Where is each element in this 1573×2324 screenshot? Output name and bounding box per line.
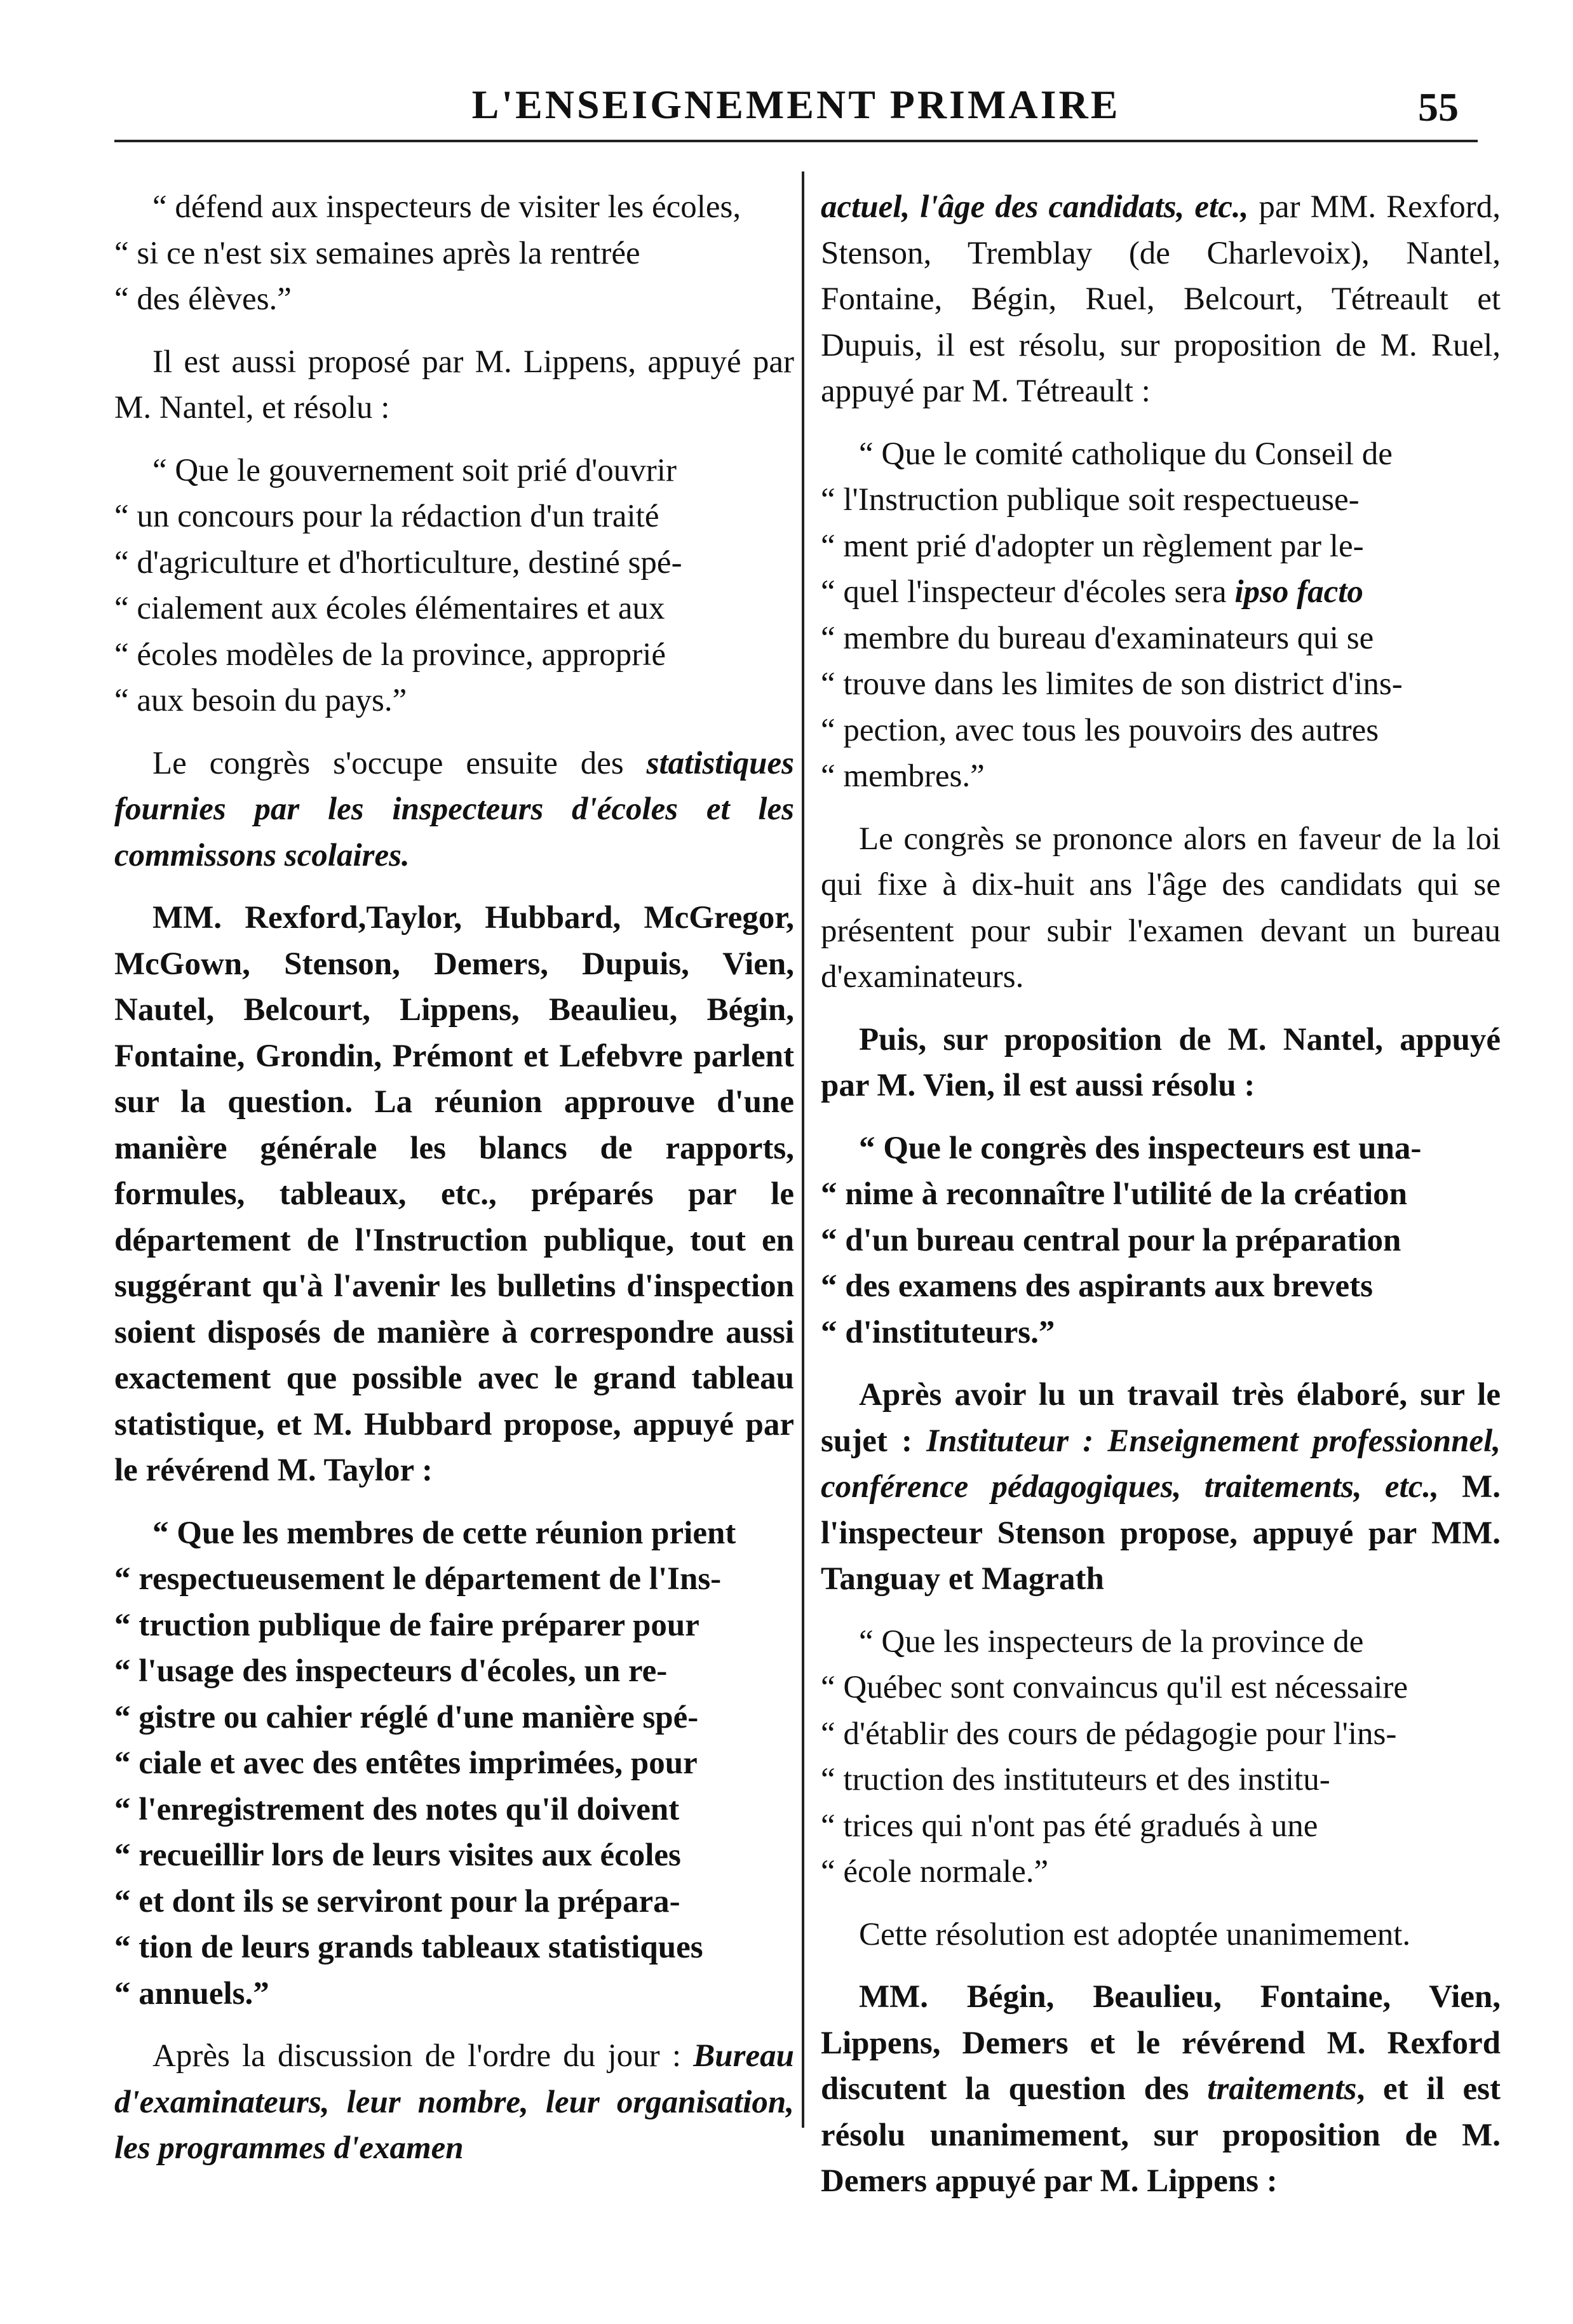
italic-term: ipso facto [1234, 574, 1363, 610]
paragraph: Le congrès se prononce alors en faveur de la loi qui fixe à dix-huit ans l'âge des candidats qui se présentent pour subir l'examen devant un bureau d'examinateurs. [821, 821, 1501, 995]
quote-line: “ truction publique de faire préparer pour [114, 1607, 699, 1643]
text-run: Après avoir lu un travail très élaboré, sur le sujet : [821, 1377, 1501, 1459]
quote-line: “ des élèves.” [114, 281, 292, 317]
quote-paragraph [821, 1619, 1501, 1895]
paragraph: Cette résolution est adoptée unanimement. [859, 1916, 1411, 1952]
italic-topic: statistiques fournies par les inspecteurs d'écoles et les commissons scolaires. [114, 745, 794, 873]
quote-line: “ Que le gouvernement soit prié d'ouvrir [152, 452, 677, 488]
quote-line: “ Que les membres de cette réunion prient [152, 1515, 736, 1551]
quote-line: “ ment prié d'adopter un règlement par le- [821, 528, 1364, 564]
quote-line: “ Que le comité catholique du Conseil de [859, 436, 1393, 472]
paragraph: Il est aussi proposé par M. Lippens, appuyé par M. Nantel, et résolu : [114, 344, 794, 426]
quote-line: “ l'enregistrement des notes qu'il doivent [114, 1791, 680, 1827]
quote-line: “ défend aux inspecteurs de visiter les écoles, [152, 189, 741, 225]
quote-line: “ membres.” [821, 758, 985, 794]
quote-paragraph [114, 1510, 794, 2017]
italic-topic: Instituteur : Enseignement professionnel, conférence pédagogiques, traitements, etc., [821, 1423, 1501, 1505]
quote-line: “ et dont ils se serviront pour la prépara- [114, 1883, 680, 1919]
paragraph [114, 2033, 794, 2172]
paragraph: MM. Rexford,Taylor, Hubbard, McGregor, McGown, Stenson, Demers, Dupuis, Vien, Nautel, Belcourt, Lippens, Beaulieu, Bégin, Fontaine, Grondin, Prémont et Lefebvre parlent sur la question. La réunion approuve d'une manière générale les blancs de rapports, formules, tableaux, etc., préparés par le département de l'Instruction publique, tout en suggérant qu'à l'avenir les bulletins d'inspection soient disposés de manière à correspondre aussi exactement que possible avec le grand tableau statistique, et M. Hubbard propose, appuyé par le révérend M. Taylor : [114, 900, 794, 1488]
italic-topic: Bureau d'examinateurs, leur nombre, leur organisation, les programmes d'examen [114, 2038, 794, 2166]
quote-line: “ cialement aux écoles élémentaires et aux [114, 591, 665, 626]
text-run: par MM. Rexford, Stenson, Tremblay (de Charlevoix), Nantel, Fontaine, Bégin, Ruel, Belcourt, Tétreault et Dupuis, il est résolu, sur proposition de M. Ruel, appuyé par M. Tétreault : [821, 189, 1501, 409]
quote-line: “ d'instituteurs.” [821, 1314, 1055, 1350]
quote-line: “ Que le congrès des inspecteurs est una- [859, 1130, 1422, 1166]
quote-line [821, 569, 1501, 615]
text-run: Après la discussion de l'ordre du jour : [152, 2038, 694, 2074]
quote-line: “ si ce n'est six semaines après la rentrée [114, 235, 640, 271]
quote-line: “ d'agriculture et d'horticulture, destiné spé- [114, 544, 682, 581]
text-run: , et il est résolu unanimement, sur proposition de M. Demers appuyé par M. Lippens : [821, 2071, 1501, 2199]
quote-paragraph [821, 431, 1501, 800]
quote-line: “ truction des instituteurs et des institu- [821, 1762, 1330, 1797]
text-run: “ quel l'inspecteur d'écoles sera [821, 574, 1235, 610]
quote-line: “ trouve dans les limites de son district d'ins- [821, 666, 1403, 702]
quote-paragraph [114, 184, 794, 323]
quote-line: “ annuels.” [114, 1975, 269, 2012]
page-number: 55 [1418, 84, 1459, 130]
running-header [114, 70, 1478, 142]
column-divider [802, 171, 804, 2128]
quote-line: “ Que les inspecteurs de la province de [859, 1623, 1364, 1660]
quote-line: “ école normale.” [821, 1854, 1049, 1890]
quote-line: “ gistre ou cahier réglé d'une manière spé- [114, 1699, 699, 1735]
text-run: MM. Bégin, Beaulieu, Fontaine, Vien, Lippens, Demers et le révérend M. Rexford discutent la question des [821, 1979, 1501, 2107]
italic-topic: traitements [1207, 2071, 1357, 2107]
quote-line: “ recueillir lors de leurs visites aux écoles [114, 1837, 681, 1873]
text-run: M. l'inspecteur Stenson propose, appuyé par MM. Tanguay et Magrath [821, 1469, 1501, 1597]
quote-line: “ membre du bureau d'examinateurs qui se [821, 620, 1374, 656]
quote-line: “ des examens des aspirants aux brevets [821, 1268, 1373, 1304]
quote-paragraph [821, 1125, 1501, 1356]
italic-topic: actuel, l'âge des candidats, etc., [821, 189, 1249, 225]
paragraph [114, 741, 794, 879]
quote-line: “ Québec sont convaincus qu'il est nécessaire [821, 1670, 1408, 1705]
paragraph [821, 1372, 1501, 1602]
quote-line: “ ciale et avec des entêtes imprimées, pour [114, 1745, 698, 1781]
quote-line: “ un concours pour la rédaction d'un traité [114, 499, 659, 534]
quote-line: “ pection, avec tous les pouvoirs des autres [821, 712, 1379, 748]
paragraph [821, 1974, 1501, 2205]
quote-paragraph [114, 448, 794, 724]
quote-line: “ écoles modèles de la province, approprié [114, 636, 666, 673]
quote-line: “ nime à reconnaître l'utilité de la création [821, 1176, 1408, 1212]
header-title: L'ENSEIGNEMENT PRIMAIRE [471, 82, 1121, 127]
quote-line: “ d'un bureau central pour la préparation [821, 1222, 1401, 1258]
quote-line: “ l'Instruction publique soit respectueuse- [821, 482, 1360, 518]
paragraph [821, 184, 1501, 415]
quote-line: “ aux besoin du pays.” [114, 683, 407, 718]
quote-line: “ respectueusement le département de l'Ins- [114, 1561, 722, 1597]
right-column [821, 184, 1501, 2221]
paragraph: Puis, sur proposition de M. Nantel, appuyé par M. Vien, il est aussi résolu : [821, 1021, 1501, 1103]
quote-line: “ l'usage des inspecteurs d'écoles, un re- [114, 1653, 668, 1689]
quote-line: “ tion de leurs grands tableaux statistiques [114, 1930, 703, 1965]
quote-line: “ d'établir des cours de pédagogie pour l'ins- [821, 1716, 1397, 1752]
left-column [114, 184, 794, 2188]
quote-line: “ trices qui n'ont pas été gradués à une [821, 1808, 1318, 1844]
text-run: Le congrès s'occupe ensuite des [152, 745, 647, 781]
